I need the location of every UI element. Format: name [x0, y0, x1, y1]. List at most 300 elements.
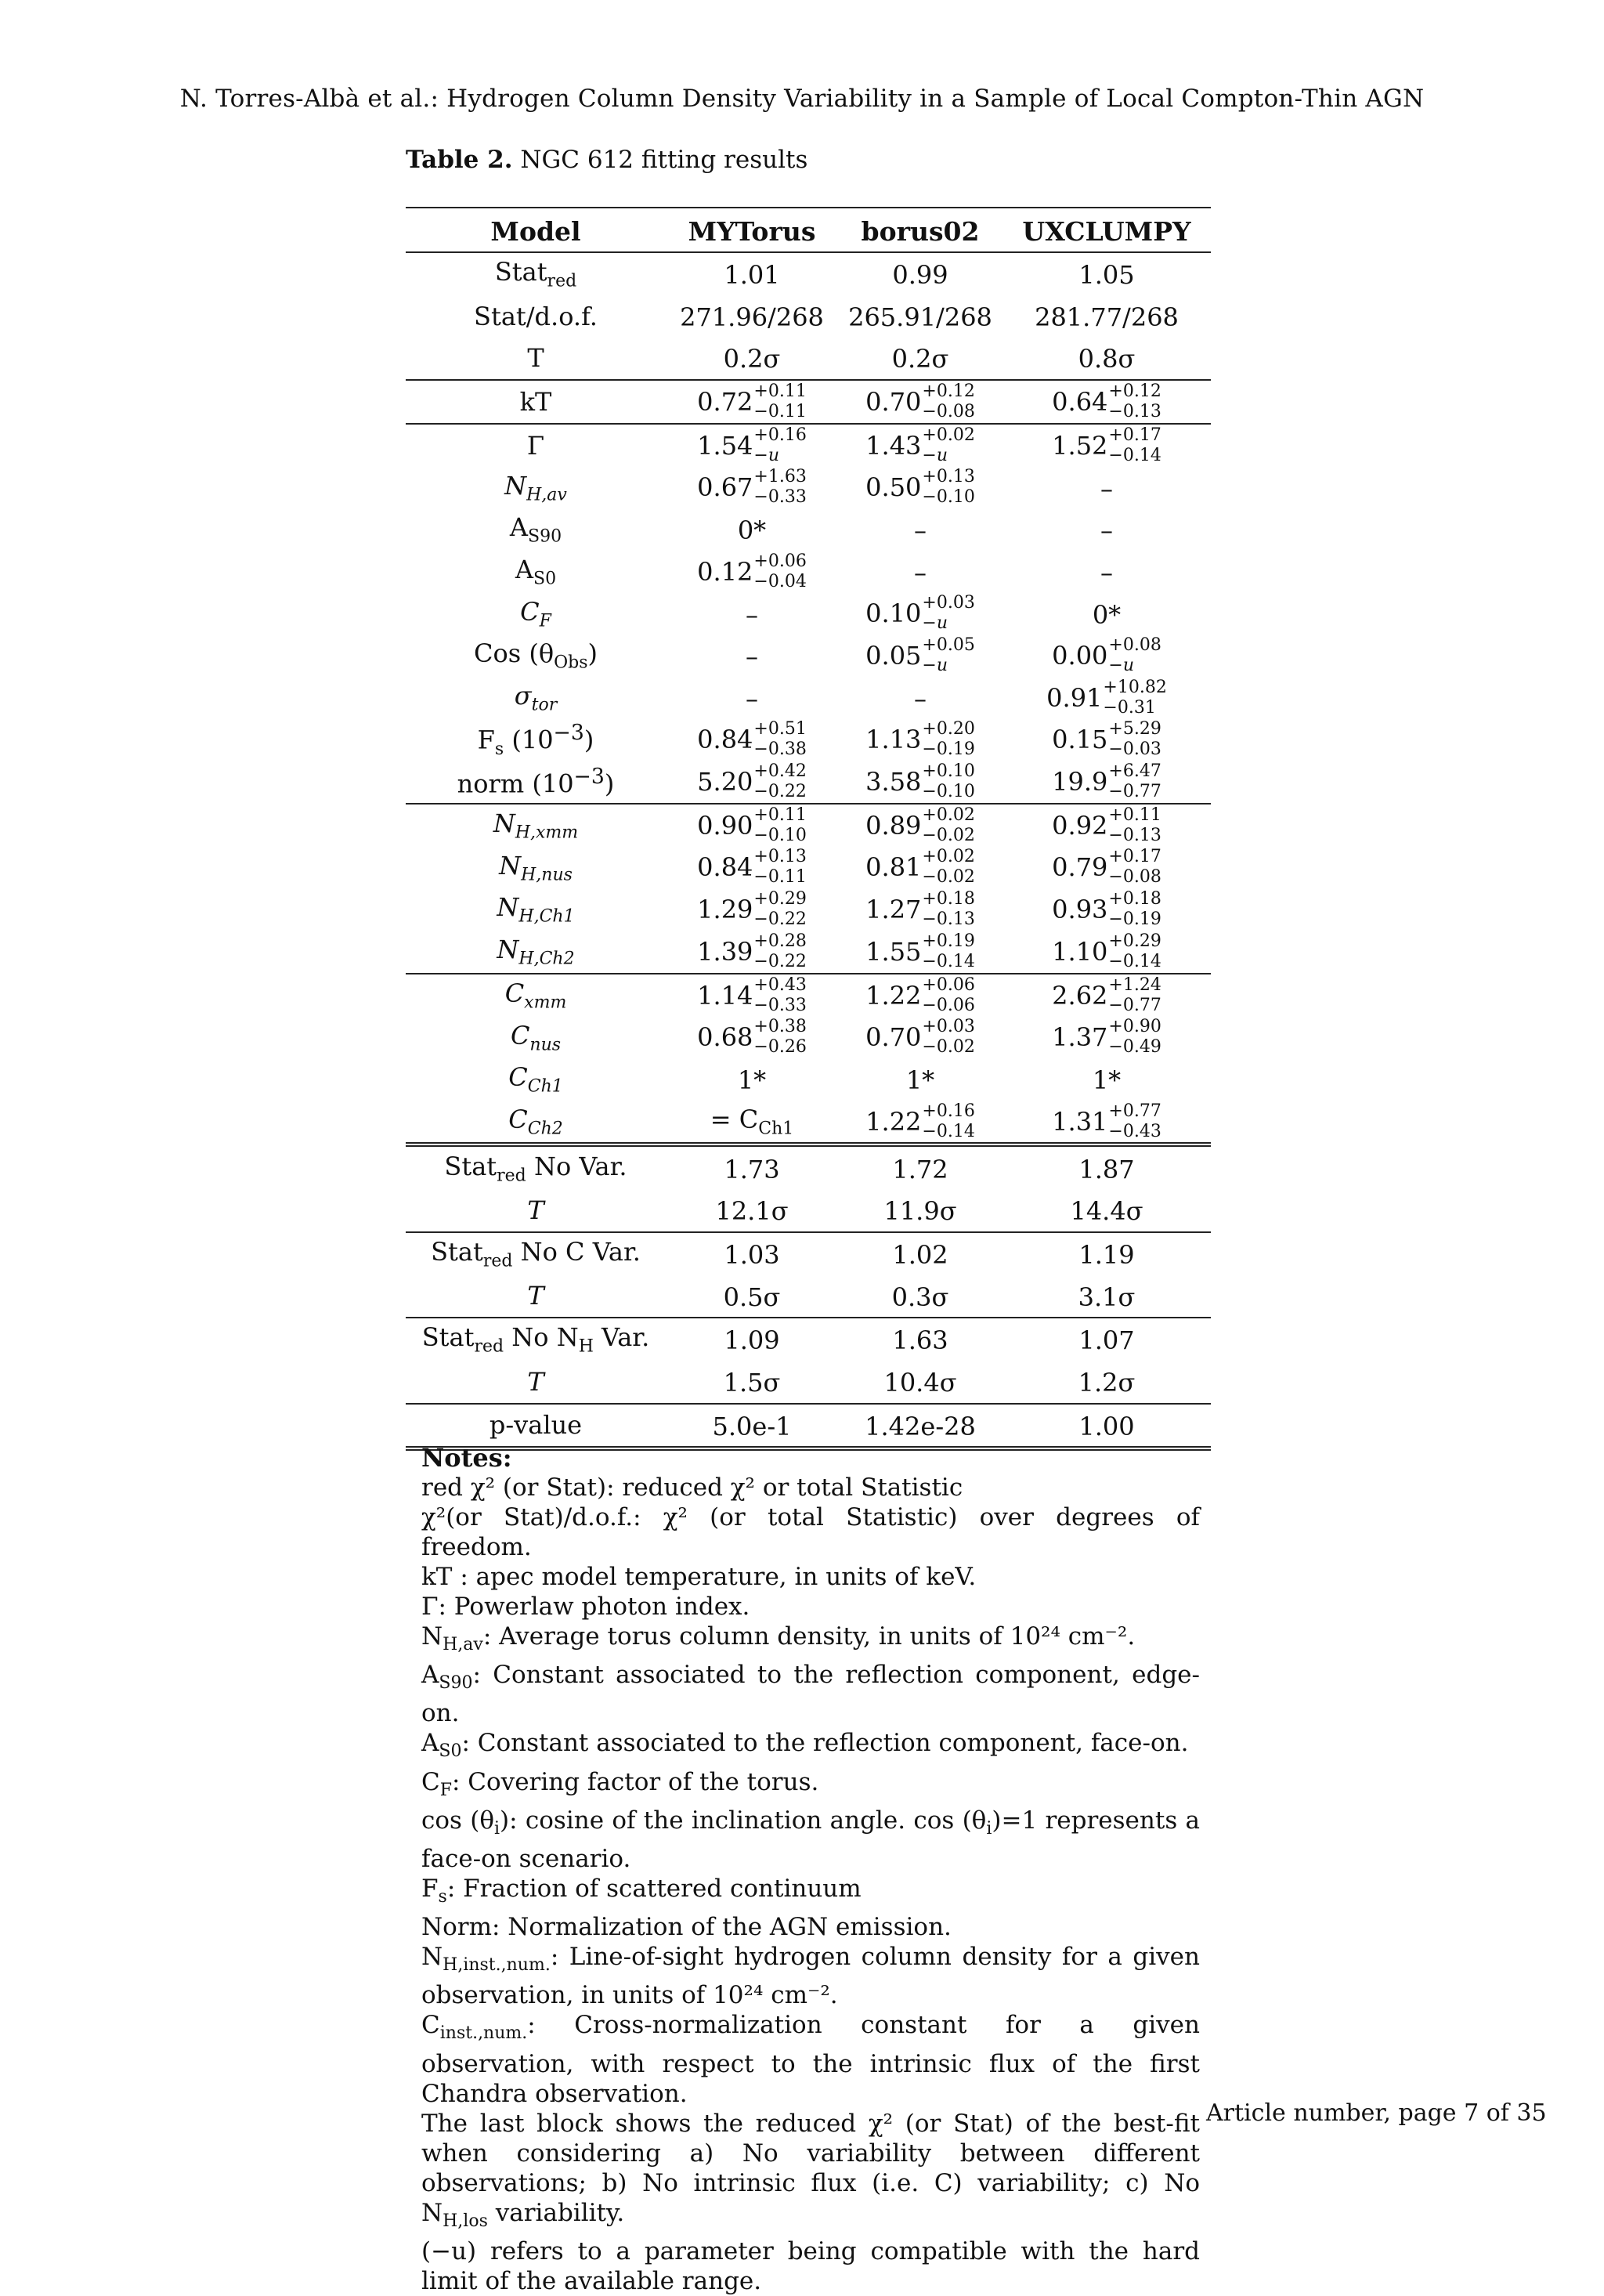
upper-error: +0.08	[1108, 635, 1161, 656]
cell-value: 1*	[1092, 1065, 1122, 1096]
upper-error: +0.06	[922, 974, 975, 995]
table-cell	[838, 1232, 1002, 1275]
table-cell	[838, 337, 1002, 380]
cell-errors	[1108, 889, 1161, 930]
cell-value: 0*	[737, 515, 767, 546]
cell-value: –	[746, 599, 758, 630]
cell-errors	[753, 761, 807, 802]
caption-text: NGC 612 fitting results	[520, 146, 808, 174]
table-cell	[838, 761, 1002, 804]
cell-value: 1.5σ	[723, 1367, 781, 1397]
row-label: T	[527, 1195, 544, 1225]
upper-error: +0.77	[1108, 1101, 1161, 1121]
cell-errors	[1108, 719, 1161, 760]
table-row	[406, 888, 1211, 931]
table-cell	[666, 677, 838, 719]
table-row	[406, 466, 1211, 508]
notes-title: Notes:	[421, 1443, 512, 1473]
table-body	[406, 252, 1211, 1448]
table-cell	[838, 252, 1002, 295]
table-cell	[666, 252, 838, 295]
table-cell	[838, 295, 1002, 338]
cell-errors	[1108, 381, 1161, 421]
cell-value: 5.20	[697, 767, 753, 797]
table-cell	[838, 1016, 1002, 1058]
upper-error: +0.12	[922, 381, 975, 401]
cell-value: 0.00	[1052, 641, 1108, 671]
upper-error: +0.06	[753, 551, 807, 571]
cell-value: 0.67	[697, 472, 753, 503]
running-header: N. Torres-Albà et al.: Hydrogen Column Density Variability in a Sample of Local Compton-Thin AGN	[179, 85, 1425, 113]
upper-error: +0.42	[753, 761, 807, 782]
upper-error: +0.13	[753, 847, 807, 867]
cell-value: 10.4σ	[883, 1367, 957, 1397]
table-cell	[838, 888, 1002, 931]
table-cell	[838, 931, 1002, 974]
cell-value: 281.77/268	[1035, 302, 1179, 332]
table-cell	[1002, 1016, 1211, 1058]
row-label: $N_{H,nus}$	[499, 850, 573, 885]
lower-error: −0.33	[753, 995, 807, 1015]
upper-error: +0.28	[753, 931, 807, 951]
row-label: $C_{Ch1}$	[508, 1062, 563, 1097]
table-cell	[1002, 1058, 1211, 1101]
row-label: $A_{S0}$	[515, 554, 557, 589]
cell-value: 1.43	[865, 430, 922, 461]
cell-value: –	[1100, 515, 1113, 546]
cell-errors	[1108, 974, 1161, 1015]
table-cell	[838, 1404, 1002, 1449]
table-cell	[838, 380, 1002, 424]
cell-value: –	[1100, 473, 1113, 504]
lower-error: −u	[753, 445, 780, 465]
cell-errors	[753, 551, 807, 591]
row-label: $N_{H,xmm}$	[406, 804, 666, 847]
upper-error: +0.11	[1108, 805, 1161, 825]
column-header: Model	[406, 208, 666, 252]
lower-error: −0.06	[922, 995, 975, 1015]
table-cell	[838, 719, 1002, 761]
table-cell	[666, 295, 838, 338]
table-cell	[838, 1318, 1002, 1361]
cell-value: –	[746, 683, 758, 714]
table-row	[406, 974, 1211, 1017]
cell-value: 0.99	[892, 260, 948, 291]
cell-value: 0*	[1092, 599, 1122, 630]
table-cell	[838, 424, 1002, 467]
note-line: $N_{H,av}$: Average torus column density, in units of 10²⁴ cm⁻².	[421, 1622, 1136, 1655]
upper-error: +0.17	[1108, 425, 1161, 445]
cell-errors	[753, 719, 807, 760]
table-cell	[838, 1361, 1002, 1404]
table-cell	[666, 1144, 838, 1189]
row-label: Stat$_{red}$ No C Var.	[406, 1232, 666, 1275]
table-row	[406, 719, 1211, 761]
table-cell	[1002, 931, 1211, 974]
table-cell	[838, 635, 1002, 677]
table-cell	[838, 847, 1002, 889]
row-label: Γ	[406, 424, 666, 467]
lower-error: −0.22	[753, 782, 807, 802]
cell-value: 1.01	[724, 260, 780, 291]
table-cell	[666, 1275, 838, 1318]
lower-error: −0.19	[1108, 909, 1161, 930]
table-cell	[666, 1101, 838, 1145]
note-line: $\cos (\theta_i)$: cosine of the inclination angle. $\cos (\theta_i)=1$ represents a face-on scenario.	[421, 1806, 1201, 1873]
cell-errors	[922, 1017, 975, 1058]
cell-errors	[922, 467, 975, 508]
row-label: Stat$_{red}$	[494, 257, 577, 291]
note-line: $C_{inst.,num.}$: Cross-normalization constant for a given observation, with respect to the intrinsic flux of the first Chandra observation.	[421, 2011, 1200, 2108]
cell-value: 0.81	[865, 852, 922, 883]
lower-error: −0.13	[922, 909, 975, 930]
cell-value: 1.03	[724, 1239, 780, 1270]
table-cell	[838, 1058, 1002, 1101]
lower-error: −u	[922, 656, 948, 676]
table-row	[406, 1361, 1211, 1404]
note-line: $F_s$: Fraction of scattered continuum	[421, 1874, 862, 1907]
table-cell	[666, 931, 838, 974]
lower-error: −0.14	[922, 1121, 975, 1141]
cell-value: 0.72	[697, 386, 753, 417]
cell-errors	[1108, 1101, 1161, 1141]
upper-error: +0.02	[922, 425, 975, 445]
row-label: $N_{H,av}$	[504, 470, 567, 504]
upper-error: +0.05	[922, 635, 975, 656]
cell-value: –	[914, 515, 927, 546]
upper-error: +0.18	[1108, 889, 1161, 909]
table-row	[406, 847, 1211, 889]
row-label: Stat/d.o.f.	[474, 301, 598, 331]
lower-error: −0.02	[922, 825, 975, 845]
table-cell	[1002, 677, 1211, 719]
cell-value: 19.9	[1052, 767, 1108, 797]
lower-error: −0.13	[1108, 401, 1161, 421]
table-cell	[1002, 593, 1211, 635]
cell-errors	[1108, 1017, 1161, 1058]
cell-value: 0.89	[865, 810, 922, 841]
upper-error: +0.29	[1108, 931, 1161, 951]
cell-value: 1.22	[865, 980, 922, 1011]
upper-error: +0.03	[922, 1017, 975, 1037]
cell-value: 11.9σ	[883, 1196, 957, 1227]
note-line: $A_{S90}$: Constant associated to the reflection component, edge-on.	[421, 1661, 1200, 1728]
cell-errors	[922, 1101, 975, 1141]
upper-error: +0.43	[753, 974, 807, 995]
table-cell	[666, 593, 838, 635]
cell-value: 0.2σ	[891, 344, 949, 374]
table-row	[406, 337, 1211, 380]
cell-value: 2.62	[1052, 980, 1108, 1011]
cell-value: 265.91/268	[848, 302, 992, 332]
lower-error: −0.11	[753, 867, 807, 888]
page-footer: Article number, page 7 of 35	[1206, 2099, 1547, 2127]
upper-error: +0.11	[753, 381, 807, 401]
table-cell	[1002, 1101, 1211, 1145]
cell-errors	[753, 931, 807, 971]
upper-error: +0.11	[753, 805, 807, 825]
table-cell	[1002, 1361, 1211, 1404]
row-label: $C_F$	[520, 596, 551, 631]
table-row	[406, 1101, 1211, 1145]
results-table	[406, 207, 1211, 1451]
cell-value: 1.09	[724, 1325, 780, 1356]
table-cell	[838, 974, 1002, 1017]
table-cell	[838, 466, 1002, 508]
cell-errors	[1108, 847, 1161, 888]
cell-errors	[922, 931, 975, 971]
cell-value: 0.93	[1052, 895, 1108, 925]
cell-value: 1.05	[1078, 260, 1135, 291]
cell-value: 1.72	[892, 1154, 948, 1184]
upper-error: +0.17	[1108, 847, 1161, 867]
table-row	[406, 593, 1211, 635]
lower-error: −0.14	[1108, 951, 1161, 971]
cell-value: 1.22	[865, 1106, 922, 1137]
cell-value: 0.68	[697, 1022, 753, 1053]
cell-errors	[922, 425, 975, 465]
cell-errors	[1108, 425, 1161, 465]
table-row	[406, 295, 1211, 338]
table-notes	[421, 1443, 1200, 2296]
cell-errors	[753, 847, 807, 888]
table-cell	[1002, 424, 1211, 467]
cell-value: 0.2σ	[723, 344, 781, 374]
lower-error: −u	[1108, 656, 1135, 676]
upper-error: +0.29	[753, 889, 807, 909]
table-cell	[666, 804, 838, 847]
cell-errors	[922, 889, 975, 930]
table-cell	[1002, 252, 1211, 295]
cell-value: 271.96/268	[680, 302, 824, 332]
table-cell	[666, 1189, 838, 1232]
table-cell	[1002, 508, 1211, 551]
cell-errors	[1108, 761, 1161, 802]
table-cell	[666, 466, 838, 508]
cell-errors	[1103, 677, 1167, 718]
cell-value: 1.29	[697, 895, 753, 925]
column-header: UXCLUMPY	[1002, 208, 1211, 252]
table-cell	[666, 424, 838, 467]
cell-value: 1.31	[1052, 1106, 1108, 1137]
cell-errors	[922, 593, 975, 634]
cell-value: 0.12	[697, 556, 753, 587]
table-cell	[1002, 337, 1211, 380]
cell-value: 1.37	[1052, 1022, 1108, 1053]
table-row	[406, 1318, 1211, 1361]
table-cell	[838, 1101, 1002, 1145]
table-cell	[1002, 888, 1211, 931]
row-label: $C_{xmm}$	[406, 974, 666, 1017]
table-cell	[838, 1189, 1002, 1232]
cell-value: –	[914, 557, 927, 588]
row-label: T	[527, 1366, 544, 1397]
lower-error: −0.10	[922, 782, 975, 802]
table-row	[406, 1058, 1211, 1101]
lower-error: −0.08	[922, 401, 975, 421]
upper-error: +0.18	[922, 889, 975, 909]
cell-value: 1.52	[1052, 430, 1108, 461]
table-cell	[1002, 719, 1211, 761]
lower-error: −u	[922, 445, 948, 465]
upper-error: +0.38	[753, 1017, 807, 1037]
cell-value: 1.87	[1078, 1154, 1135, 1184]
cell-value: 1.54	[697, 430, 753, 461]
table-cell	[838, 593, 1002, 635]
table-cell	[838, 677, 1002, 719]
table-cell	[838, 1144, 1002, 1189]
row-label: p-value	[406, 1404, 666, 1449]
row-label: Cos $(\theta_{Obs})$	[474, 638, 598, 673]
table-cell	[1002, 761, 1211, 804]
table-cell	[666, 337, 838, 380]
table-cell	[1002, 1404, 1211, 1449]
table-cell	[1002, 974, 1211, 1017]
lower-error: −0.04	[753, 571, 807, 591]
row-label: $C_{Ch2}$	[508, 1104, 563, 1139]
lower-error: −u	[922, 613, 948, 634]
row-label: Stat$_{red}$ No $N_H$ Var.	[406, 1318, 666, 1361]
upper-error: +0.12	[1108, 381, 1161, 401]
cell-errors	[922, 761, 975, 802]
table-cell	[666, 1361, 838, 1404]
upper-error: +6.47	[1108, 761, 1161, 782]
note-line: Norm: Normalization of the AGN emission.	[421, 1913, 952, 1942]
table-row	[406, 508, 1211, 551]
upper-error: +0.02	[922, 805, 975, 825]
lower-error: −0.02	[922, 1037, 975, 1058]
table-row	[406, 551, 1211, 593]
cell-errors	[1108, 635, 1161, 676]
cell-value: 0.3σ	[891, 1282, 949, 1312]
cell-value: 0.64	[1052, 386, 1108, 417]
table-cell	[1002, 1144, 1211, 1189]
notes-lines	[421, 1473, 1200, 2296]
cell-value: 1.14	[697, 980, 753, 1011]
cell-value: = $C_{Ch1}$	[710, 1104, 794, 1139]
table-cell	[666, 1016, 838, 1058]
table-cell	[666, 635, 838, 677]
upper-error: +0.20	[922, 719, 975, 739]
lower-error: −0.10	[922, 487, 975, 508]
cell-errors	[753, 381, 807, 421]
upper-error: +0.16	[922, 1101, 975, 1121]
table-row	[406, 1016, 1211, 1058]
cell-value: 12.1σ	[715, 1196, 789, 1227]
lower-error: −0.19	[922, 739, 975, 760]
row-label: Stat$_{red}$ No Var.	[406, 1144, 666, 1189]
cell-errors	[922, 974, 975, 1015]
lower-error: −0.13	[1108, 825, 1161, 845]
lower-error: −0.77	[1108, 782, 1161, 802]
row-label: T	[527, 343, 544, 374]
cell-value: –	[746, 642, 758, 672]
table-cell	[838, 804, 1002, 847]
cell-value: –	[1100, 557, 1113, 588]
upper-error: +0.10	[922, 761, 975, 782]
table-cell	[838, 508, 1002, 551]
table-cell	[666, 1318, 838, 1361]
note-line: The last block shows the reduced χ² (or Stat) of the best-fit when considering a) No variability between different observations; b) No intrinsic flux (i.e. C) variability; c) No $N_{H,los}$ variability.	[421, 2109, 1200, 2231]
upper-error: +0.03	[922, 593, 975, 613]
upper-error: +0.16	[753, 425, 807, 445]
lower-error: −0.14	[922, 951, 975, 971]
lower-error: −0.33	[753, 487, 807, 508]
cell-value: 0.90	[697, 810, 753, 841]
column-header: MYTorus	[666, 208, 838, 252]
cell-value: 1.2σ	[1078, 1367, 1136, 1397]
cell-errors	[753, 805, 807, 845]
cell-value: 0.70	[865, 386, 922, 417]
cell-value: 1.73	[724, 1154, 780, 1184]
table-cell	[1002, 804, 1211, 847]
cell-value: 1.55	[865, 936, 922, 967]
upper-error: +5.29	[1108, 719, 1161, 739]
table-row	[406, 635, 1211, 677]
cell-value: 1.63	[892, 1325, 948, 1356]
table-row	[406, 1189, 1211, 1232]
table-row	[406, 931, 1211, 974]
lower-error: −0.38	[753, 739, 807, 760]
cell-value: 1*	[737, 1065, 767, 1096]
note-line: $A_{S0}$: Constant associated to the reflection component, face-on.	[421, 1729, 1189, 1762]
cell-value: 0.05	[865, 641, 922, 671]
row-label: kT	[406, 380, 666, 424]
table-row	[406, 252, 1211, 295]
cell-value: 14.4σ	[1070, 1196, 1143, 1227]
table-cell	[666, 719, 838, 761]
table-cell	[838, 551, 1002, 593]
table-cell	[666, 551, 838, 593]
cell-value: 0.10	[865, 598, 922, 629]
table-caption	[406, 146, 807, 174]
lower-error: −0.77	[1108, 995, 1161, 1015]
table-cell	[666, 761, 838, 804]
table-cell	[666, 1058, 838, 1101]
cell-value: 0.15	[1052, 725, 1108, 755]
caption-label: Table 2.	[406, 146, 513, 174]
note-line: $N_{H,inst.,num.}$: Line-of-sight hydrogen column density for a given observation, in units of 10²⁴ cm⁻².	[421, 1943, 1200, 2010]
upper-error: +0.13	[922, 467, 975, 487]
lower-error: −0.11	[753, 401, 807, 421]
table-cell	[1002, 847, 1211, 889]
table-cell	[1002, 1232, 1211, 1275]
upper-error: +10.82	[1103, 677, 1167, 697]
lower-error: −0.14	[1108, 445, 1161, 465]
cell-value: 0.50	[865, 472, 922, 503]
row-label: $\sigma_{tor}$	[514, 681, 558, 715]
cell-value: 1*	[905, 1065, 935, 1096]
cell-errors	[753, 889, 807, 930]
row-label: $A_{S90}$	[509, 512, 562, 547]
table-cell	[666, 974, 838, 1017]
table-cell	[666, 380, 838, 424]
cell-value: 3.58	[865, 767, 922, 797]
table-cell	[666, 1404, 838, 1449]
cell-value: 1.27	[865, 895, 922, 925]
table-cell	[666, 847, 838, 889]
row-label: $F_s$ $(10^{-3})$	[477, 720, 594, 759]
table-row	[406, 677, 1211, 719]
row-label: $N_{H,Ch2}$	[497, 935, 575, 969]
cell-value: 1.13	[865, 725, 922, 755]
lower-error: −0.26	[753, 1037, 807, 1058]
cell-errors	[922, 635, 975, 676]
table-cell	[838, 1275, 1002, 1318]
upper-error: +0.90	[1108, 1017, 1161, 1037]
table-row	[406, 1232, 1211, 1275]
cell-errors	[1108, 805, 1161, 845]
